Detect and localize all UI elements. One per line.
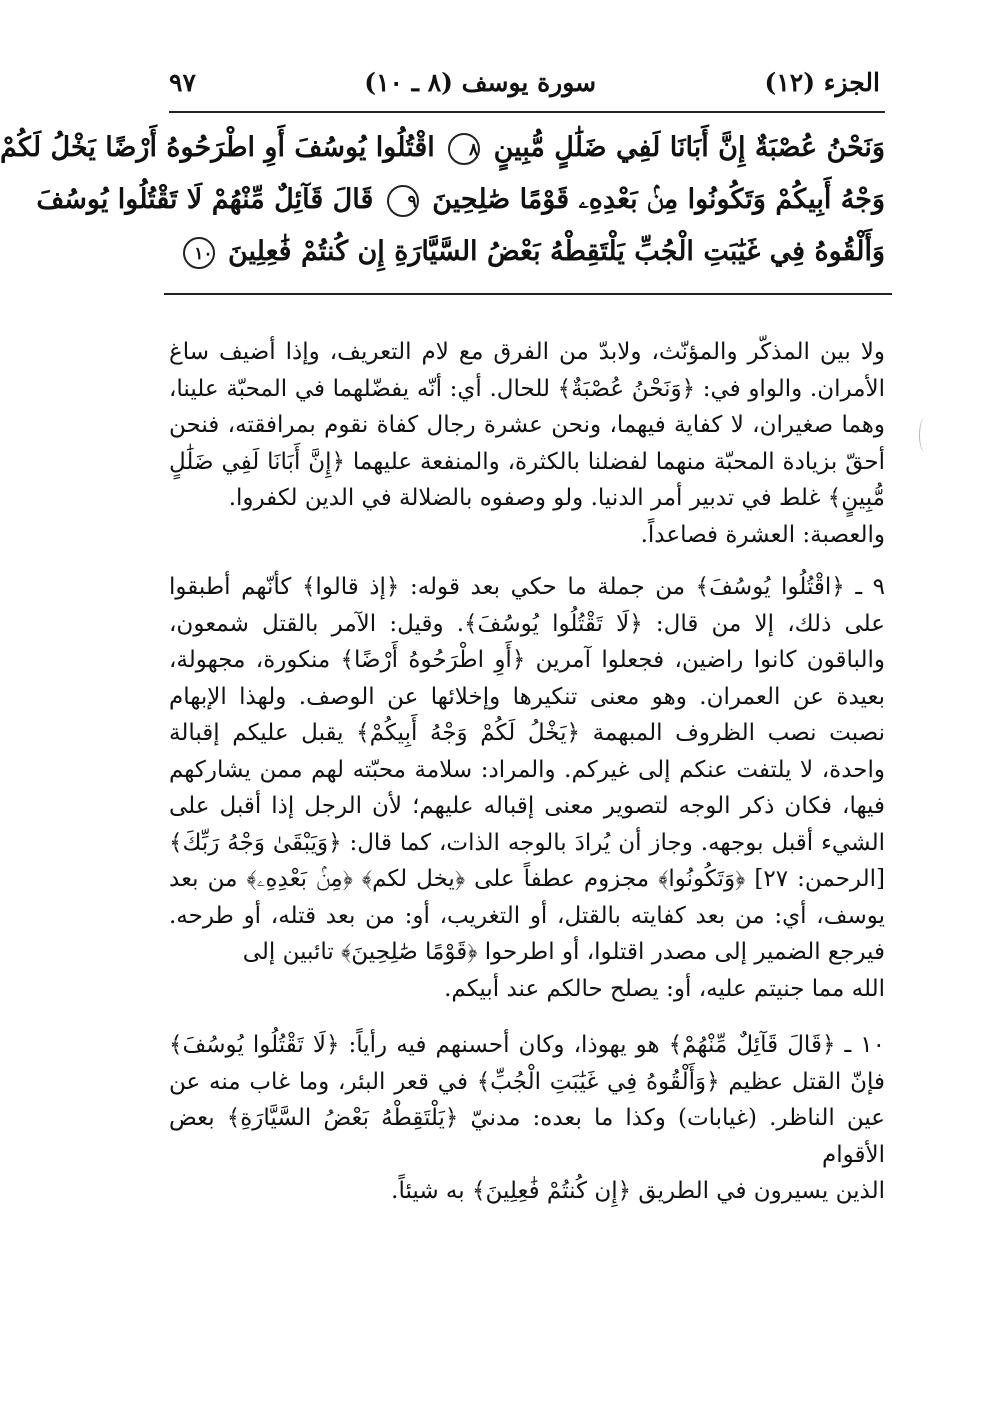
commentary-block [169, 334, 885, 1210]
text-line: طرحه. فيرجع الضمير إلى مصدر اقتلوا، أو اطرحوا ﴿قَوْمًا صَٰلِحِينَ﴾ تائبين إلى [169, 902, 885, 965]
text-line: الذين يسيرون في الطريق ﴿إِن كُنتُمْ فَٰعِلِينَ﴾ به شيئاً. [391, 1178, 885, 1204]
text-line: بوجهه. وجاز أن يُرادَ بالوجه الذات، كما قال: ﴿وَيَبْقَىٰ وَجْهُ رَبِّكَ﴾ [169, 829, 764, 856]
commentary-paragraph-1 [169, 334, 885, 553]
ayah-number-marker: ٨ [448, 133, 480, 165]
text-line: ٩ ـ ﴿اقْتُلُوا يُوسُفَ﴾ من جملة ما حكي بعد قوله: ﴿إذ قالوا﴾ كأنّهم أطبقوا [169, 574, 885, 600]
text-line: الله مما جنيتم عليه، أو: يصلح حالكم عند أبيكم. [444, 975, 885, 1002]
margin-scan-mark [919, 418, 930, 452]
text-line: الناظر. (غيابات) وكذا ما بعده: مدنيّ ﴿يَلْتَقِطْهُ بَعْضُ السَّيَّارَةِ﴾ بعض الأقوام [169, 1105, 885, 1168]
verse-line [0, 122, 885, 174]
verse-line [36, 174, 885, 226]
text-line: الأمران. والواو في: ﴿وَنَحْنُ عُصْبَةٌ﴾ للحال. أي: أنّه يفضّلهما في المحبّة [226, 375, 885, 402]
commentary-paragraph-3 [169, 1027, 885, 1210]
verse-text: وَأَلْقُوهُ فِي غَيَٰبَتِ الْجُبِّ يَلْتَقِطْهُ بَعْضُ السَّيَّارَةِ إِن كُنتُمْ فَٰعِلِينَ [227, 236, 885, 267]
text-line: بعيدة عن العمران. وهو معنى تنكيرها وإخلائها عن الوصف. ولهذا الإبهام [169, 683, 885, 710]
quran-verses-block [0, 122, 885, 278]
verse-text: وَجْهُ أَبِيكُمْ وَتَكُونُوا مِنۢ بَعْدِهِۦ قَوْمًا صَٰلِحِينَ [432, 184, 885, 215]
verses-divider [164, 293, 892, 295]
verse-line [169, 226, 885, 278]
ayah-number-marker: ٩ [387, 185, 419, 217]
text-line: يوسف، أي: من بعد كفايته بالقتل، أو التغريب، أو: من بعد قتله، أو [243, 902, 885, 929]
text-line: ضَلَٰلٍ مُّبِينٍ﴾ غلط في تدبير أمر الدنيا. ولو وصفوه بالضلالة في الدين لكفروا. [169, 448, 885, 511]
header-divider [169, 111, 885, 113]
text-line: ١٠ ـ ﴿قَالَ قَآئِلٌ مِّنْهُمْ﴾ هو يهوذا، وكان أحسنهم فيه رأياً: ﴿لَا تَقْتُلُوا يُوسُفَ﴾ [169, 1032, 885, 1058]
text-line: علينا، وهما صغيران، لا كفاية فيهما، ونحن عشرة رجال كفاة نقوم بمرافقته، [169, 375, 885, 438]
verse-text: اقْتُلُوا يُوسُفَ أَوِ اطْرَحُوهُ أَرْضًا يَخْلُ لَكُمْ [0, 132, 435, 163]
commentary-paragraph-2 [169, 569, 885, 1007]
ayah-number-marker: ١٠ [183, 237, 215, 269]
surah-title: سورة يوسف (٨ ـ ١٠) [364, 67, 597, 97]
text-line: والباقون كانوا راضين، فجعلوا آمرين ﴿أَوِ اطْرَحُوهُ أَرْضًا﴾ منكورة، مجهولة، [169, 647, 885, 673]
text-line: [الرحمن: ٢٧] ﴿وَتَكُونُوا﴾ مجزوم عطفاً على ﴿يخل لكم﴾ ﴿مِنۢ بَعْدِهِۦ﴾ من بعد [169, 866, 885, 892]
verse-text: قَالَ قَآئِلٌ مِّنْهُمْ لَا تَقْتُلُوا يُوسُفَ [36, 184, 374, 215]
page-number: ٩٧ [169, 67, 196, 97]
text-line: لا يلتفت عنكم إلى غيركم. والمراد: سلامة محبّته لهم ممن يشاركهم فيها، فكان [169, 756, 885, 819]
text-line: فإنّ القتل عظيم ﴿وَأَلْقُوهُ فِي غَيَٰبَتِ الْجُبِّ﴾ في قعر البئر، وما غاب منه عن عين [169, 1068, 885, 1131]
text-line: ذكر الوجه لتصوير معنى إقباله عليهم؛ لأن الرجل إذا أقبل على الشيء أقبل [169, 793, 886, 856]
juz-label: الجزء (١٢) [764, 67, 880, 97]
text-line: فنحن أحقّ بزيادة المحبّة منهما لفضلنا بالكثرة، والمنفعة عليهما ﴿إِنَّ أَبَانَا لَفِي [169, 412, 885, 475]
page-header [169, 62, 880, 102]
text-line: على ذلك، إلا من قال: ﴿لَا تَقْتُلُوا يُوسُفَ﴾. وقيل: الآمر بالقتل شمعون، [169, 610, 885, 637]
text-line: ولا بين المذكّر والمؤنّث، ولابدّ من الفرق مع لام التعريف، وإذا أضيف ساغ [169, 339, 885, 365]
verse-text: وَنَحْنُ عُصْبَةٌ إِنَّ أَبَانَا لَفِي ضَلَٰلٍ مُّبِينٍ [493, 132, 885, 163]
text-line: نصبت نصب الظروف المبهمة ﴿يَخْلُ لَكُمْ وَجْهُ أَبِيكُمْ﴾ يقبل عليكم إقبالة واحدة، [169, 720, 886, 783]
text-line: والعصبة: العشرة فصاعداً. [640, 521, 885, 548]
